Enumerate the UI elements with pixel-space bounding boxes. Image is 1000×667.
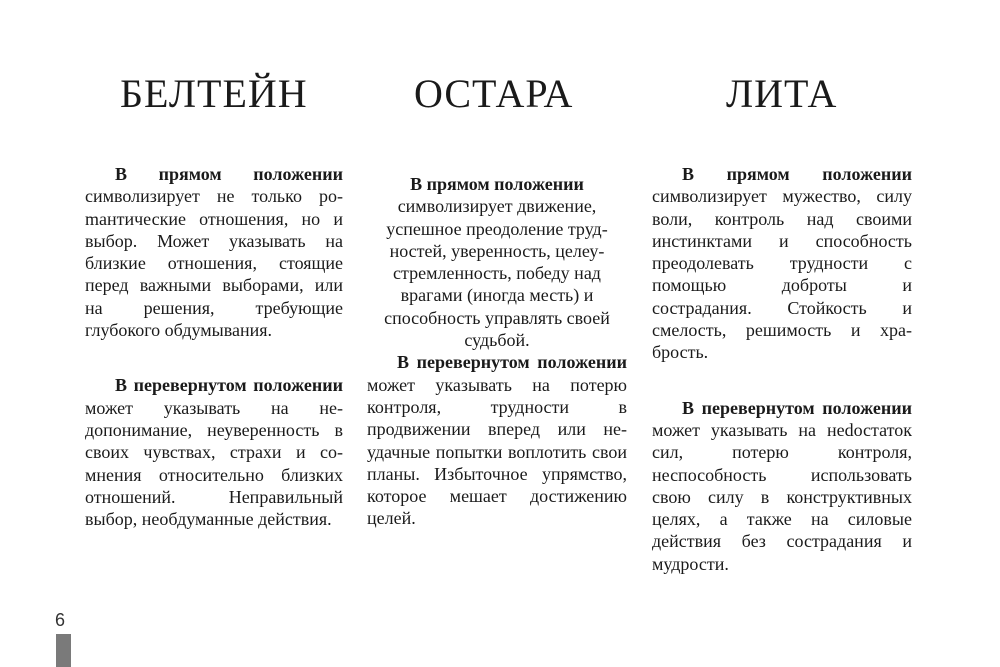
column-ostara [367, 173, 627, 530]
title-beltane: БЕЛТЕЙН [120, 71, 308, 116]
upright-text: символизирует не только роmантические отношения, но и выбор. Может указывать на близкие отношения, стоящие перед важными выборами, или на решения, требующие глубокого обдумывания. [85, 186, 343, 341]
page-marker-bar [56, 634, 71, 667]
reversed-text: может указывать на недопонимание, неуверенность в своих чувствах, страхи и сомнения относительно близких отношений. Неправильный выбор, необдуманные действия. [85, 397, 343, 530]
reversed-text: может указывать на потерю контроля, трудности в продвижении вперед или неудачные попытки воплотить свои планы. Избыточное упрямство, которое мешает достижению целей. [367, 374, 627, 529]
upright-lead: В прямом положении [682, 164, 912, 184]
upright-text: символизирует движение, успешное преодоление трудностей, уверенность, целеустремленность, победу над врагами (иногда месть) и способность управлять своей судьбой. [384, 196, 610, 351]
upright-lead: В прямом положении [410, 174, 584, 194]
reversed-text: может указывать на неdостаток сил, потерю контроля, неспособность использовать свою силу в конструктивных целях, а также на силовые действия без сострадания и мудрости. [652, 419, 912, 574]
reversed-paragraph [652, 397, 912, 575]
title-ostara: ОСТАРА [414, 71, 574, 116]
column-litha [652, 163, 912, 575]
reversed-lead: В перевернутом положении [115, 375, 343, 396]
reversed-lead: В перевернутом положении [682, 397, 912, 418]
upright-text: символизирует мужество, силу воли, контроль над своими инстинктами и способность преодолевать трудности с помощью доброты и сострадания. Стойкость и смелость, решимость и храбрость. [652, 186, 912, 363]
reversed-lead: В перевернутом положении [397, 352, 627, 373]
reversed-paragraph [85, 374, 343, 530]
upright-paragraph [85, 163, 343, 341]
page-number: 6 [55, 610, 66, 630]
column-beltane [85, 163, 343, 530]
reversed-paragraph [367, 351, 627, 529]
upright-paragraph [367, 173, 627, 351]
title-litha: ЛИТА [726, 71, 838, 116]
upright-paragraph [652, 163, 912, 364]
upright-lead: В прямом положении [115, 164, 343, 184]
